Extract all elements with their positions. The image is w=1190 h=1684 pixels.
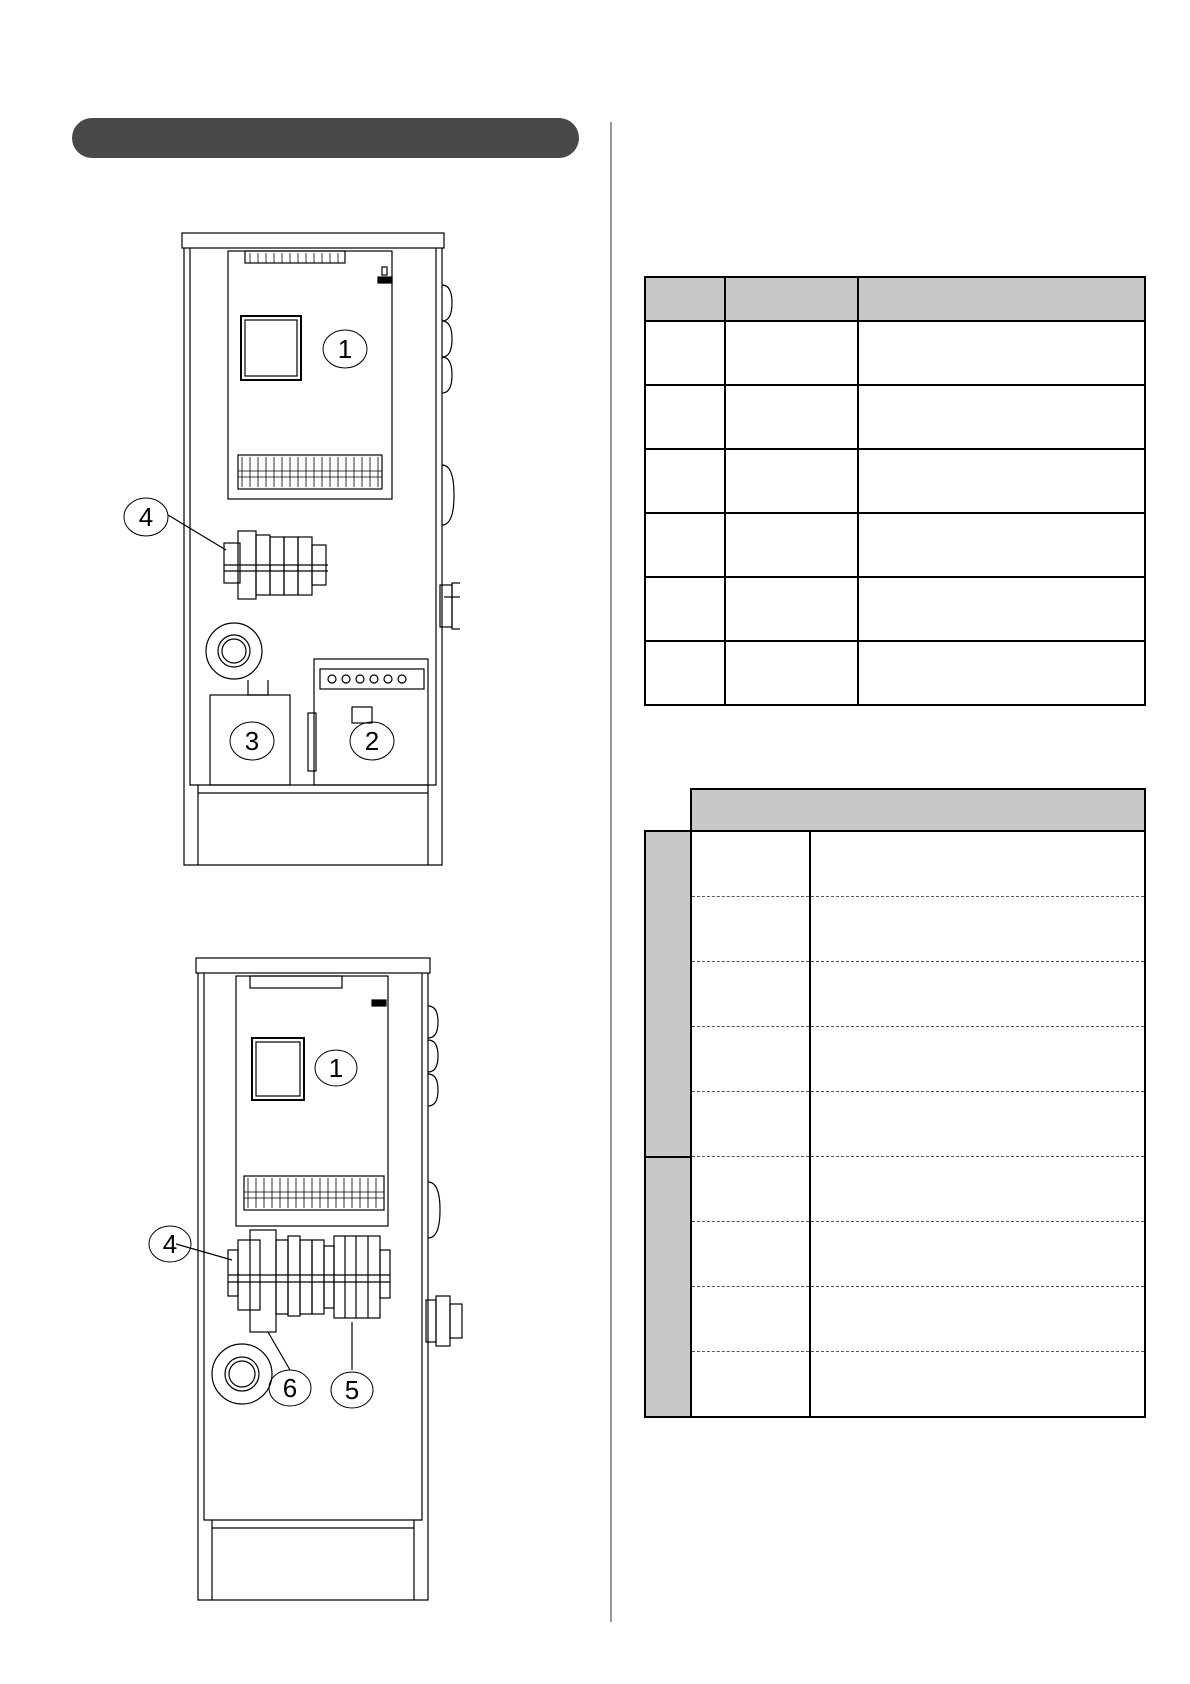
table-row bbox=[645, 1287, 1145, 1352]
table-cell bbox=[810, 1222, 1145, 1287]
table-cell bbox=[645, 385, 725, 449]
table-cell bbox=[810, 1287, 1145, 1352]
table-cell bbox=[858, 321, 1145, 385]
table-header-row bbox=[645, 277, 1145, 321]
table-row bbox=[645, 385, 1145, 449]
table-header-cell bbox=[645, 277, 725, 321]
group-label-cell bbox=[645, 831, 691, 1157]
callout-3-label: 3 bbox=[244, 726, 260, 756]
table-cell bbox=[691, 962, 810, 1027]
section-header-bar bbox=[72, 118, 579, 158]
table-header-row bbox=[645, 789, 1145, 831]
grouped-table bbox=[644, 788, 1146, 1418]
table-row bbox=[645, 449, 1145, 513]
component-table bbox=[644, 276, 1146, 706]
table-row bbox=[645, 897, 1145, 962]
table-cell bbox=[691, 1287, 810, 1352]
table-corner bbox=[645, 789, 691, 831]
callout-5-label: 5 bbox=[344, 1375, 360, 1405]
table-header-cell bbox=[691, 789, 1145, 831]
table-cell bbox=[810, 831, 1145, 897]
table-cell bbox=[645, 641, 725, 705]
table-cell bbox=[725, 385, 858, 449]
table-row bbox=[645, 1157, 1145, 1222]
callout-1-label: 1 bbox=[328, 1053, 344, 1083]
table-row bbox=[645, 962, 1145, 1027]
table-cell bbox=[810, 1092, 1145, 1157]
table-row bbox=[645, 1352, 1145, 1418]
table-cell bbox=[691, 1027, 810, 1092]
table-cell bbox=[691, 1222, 810, 1287]
table-cell bbox=[645, 513, 725, 577]
table-cell bbox=[810, 1157, 1145, 1222]
group-label-cell bbox=[645, 1157, 691, 1418]
table-cell bbox=[725, 449, 858, 513]
callout-1-label: 1 bbox=[337, 334, 353, 364]
table-cell bbox=[691, 1352, 810, 1418]
table-cell bbox=[858, 449, 1145, 513]
table-cell bbox=[858, 577, 1145, 641]
table-row bbox=[645, 641, 1145, 705]
table-cell bbox=[725, 641, 858, 705]
table-cell bbox=[645, 577, 725, 641]
table-cell bbox=[810, 1352, 1145, 1418]
table-row bbox=[645, 513, 1145, 577]
table-cell bbox=[725, 513, 858, 577]
table-cell bbox=[691, 831, 810, 897]
table-cell bbox=[725, 577, 858, 641]
table-row bbox=[645, 831, 1145, 897]
table-cell bbox=[645, 321, 725, 385]
table-row bbox=[645, 1222, 1145, 1287]
table-row bbox=[645, 577, 1145, 641]
callout-2-label: 2 bbox=[364, 726, 380, 756]
column-divider bbox=[610, 122, 612, 1622]
table-cell bbox=[810, 1027, 1145, 1092]
table-row bbox=[645, 1027, 1145, 1092]
callout-4-label: 4 bbox=[138, 502, 154, 532]
table-cell bbox=[858, 513, 1145, 577]
table-cell bbox=[645, 449, 725, 513]
table-cell bbox=[691, 897, 810, 962]
table-row bbox=[645, 1092, 1145, 1157]
table-row bbox=[645, 321, 1145, 385]
callout-6-label: 6 bbox=[282, 1373, 298, 1403]
table-header-cell bbox=[725, 277, 858, 321]
table-cell bbox=[858, 641, 1145, 705]
cabinet-diagram-bottom bbox=[140, 950, 470, 1610]
table-cell bbox=[691, 1092, 810, 1157]
table-cell bbox=[810, 897, 1145, 962]
table-cell bbox=[858, 385, 1145, 449]
table-cell bbox=[691, 1157, 810, 1222]
callout-4-label: 4 bbox=[162, 1229, 178, 1259]
table-cell bbox=[725, 321, 858, 385]
table-cell bbox=[810, 962, 1145, 1027]
cabinet-diagram-top bbox=[120, 225, 460, 875]
table-header-cell bbox=[858, 277, 1145, 321]
